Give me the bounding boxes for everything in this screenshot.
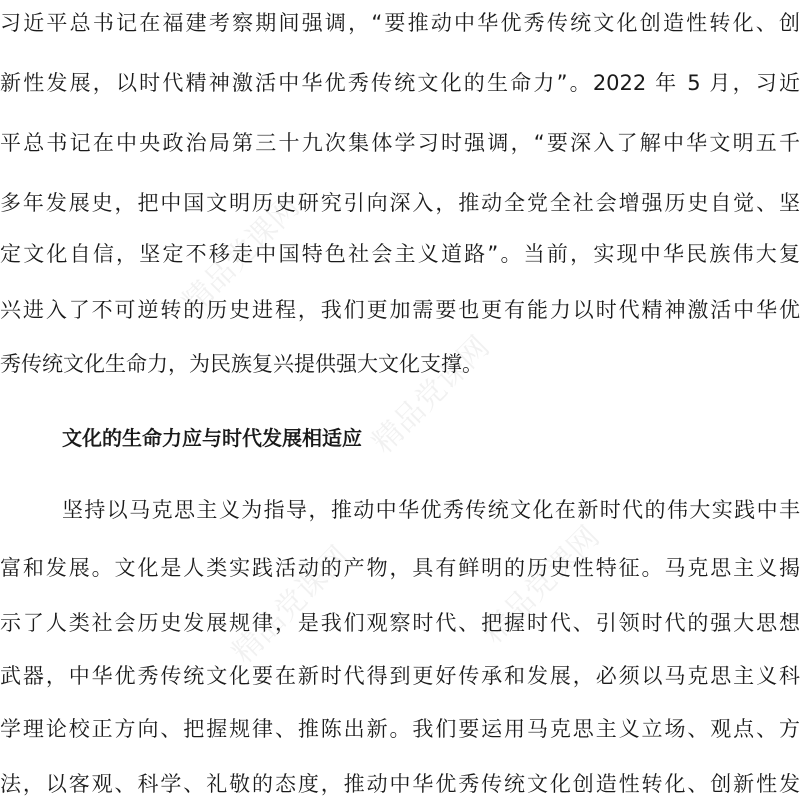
paragraph-line: 富和发展。文化是人类实践活动的产物，具有鲜明的历史性特征。马克思主义揭: [0, 556, 800, 580]
paragraph-line: 秀传统文化生命力，为民族复兴提供强大文化支撑。: [0, 352, 483, 376]
paragraph-line: 示了人类社会历史发展规律，是我们观察时代、把握时代、引领时代的强大思想: [0, 611, 800, 635]
watermark: 精品党课网: [365, 329, 497, 461]
paragraph-line: 法，以客观、科学、礼敬的态度，推动中华优秀传统文化创造性转化、创新性发: [0, 772, 800, 796]
paragraph-line: 武器，中华优秀传统文化要在新时代得到更好传承和发展，必须以马克思主义科: [0, 664, 800, 688]
paragraph-line: 平总书记在中央政治局第三十九次集体学习时强调，“要深入了解中华文明五千: [0, 131, 800, 155]
paragraph-line: 习近平总书记在福建考察期间强调，“要推动中华优秀传统文化创造性转化、创: [0, 11, 800, 35]
paragraph-line: 定文化自信，坚定不移走中国特色社会主义道路”。当前，实现中华民族伟大复: [0, 242, 800, 266]
section-heading: 文化的生命力应与时代发展相适应: [62, 426, 362, 450]
watermark: 精品党课网: [475, 519, 607, 651]
paragraph-line: 坚持以马克思主义为指导，推动中华优秀传统文化在新时代的伟大实践中丰: [62, 498, 800, 522]
watermark: 精品党课网: [225, 539, 357, 671]
paragraph-line: 多年发展史，把中国文明历史研究引向深入，推动全党全社会增强历史自觉、坚: [0, 191, 800, 215]
paragraph-line: 兴进入了不可逆转的历史进程，我们更加需要也更有能力以时代精神激活中华优: [0, 298, 800, 322]
paragraph-line: 学理论校正方向、把握规律、推陈出新。我们要运用马克思主义立场、观点、方: [0, 717, 800, 741]
watermark: 精品党课网: [175, 189, 307, 321]
paragraph-line: 新性发展，以时代精神激活中华优秀传统文化的生命力”。2022 年 5 月，习近: [0, 71, 800, 95]
